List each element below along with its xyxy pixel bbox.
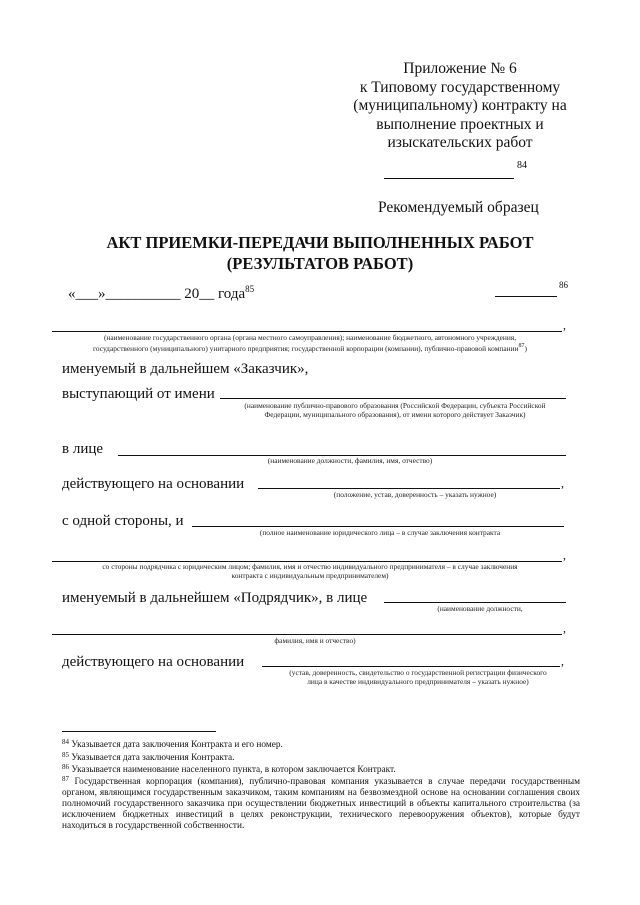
one-side-label: с одной стороны, и — [62, 513, 184, 529]
appendix-footnote-ref: 84 — [517, 160, 527, 171]
footnote-separator — [62, 731, 216, 732]
contractor-basis-line — [262, 666, 560, 667]
contractor-position-caption: (наименование должности, — [437, 604, 523, 613]
contract-number-line — [384, 178, 514, 179]
customer-name-line — [52, 331, 562, 332]
date-text: «___»__________ 20__ года — [68, 286, 246, 302]
footnote-84: $^{84}$ Указывается дата заключения Контракта и его номер. — [62, 738, 283, 750]
customer-hereinafter: именуемый в дальнейшем «Заказчик», — [62, 361, 309, 377]
contractor-basis-caption: (устав, доверенность, свидетельство о государственной регистрации физического лица в качестве индивидуального предпринимателя – указать нужное) — [289, 668, 547, 687]
customer-name-caption: (наименование государственного органа (органа местного самоуправления); наименование бюджетного, автономного учреждения, государственного (муниципального) унитарного предприятия; государственной корпорации (компании), публично-правовой компании$^{87}$) — [93, 333, 527, 354]
in-person-caption: (наименование должности, фамилия, имя, отчество) — [267, 456, 433, 465]
comma: , — [563, 548, 566, 562]
contractor-name-line-1 — [192, 526, 564, 527]
comma: , — [563, 621, 566, 635]
appendix-line-3: (муниципальному) контракту на — [353, 97, 567, 114]
contractor-hereinafter: именуемый в дальнейшем «Подрядчик», в лице — [62, 590, 368, 606]
customer-basis-label: действующего на основании — [62, 476, 245, 492]
customer-basis-line — [258, 488, 560, 489]
acting-on-behalf-caption: (наименование публично-правового образования (Российской Федерации, субъекта Российской Федерации, муниципального образования), от имени которого действует Заказчик) — [244, 401, 546, 420]
footnote-85: $^{85}$ Указывается дата заключения Контракта. — [62, 751, 235, 763]
contractor-name-caption-2: со стороны подрядчика с юридическим лицом; фамилия, имя и отчество индивидуального предпринимателя – в случае заключения контракта с индивидуальным предпринимателем) — [102, 562, 518, 581]
contractor-fio-line — [52, 634, 562, 635]
appendix-line-1: Приложение № 6 — [403, 60, 517, 77]
appendix-line-2: к Типовому государственному — [359, 78, 561, 96]
contractor-position-line — [384, 602, 566, 603]
appendix-header — [330, 60, 590, 153]
acting-on-behalf-line — [220, 398, 566, 399]
appendix-line-4: выполнение проектных и — [376, 115, 544, 133]
comma: , — [561, 654, 564, 668]
footnote-86: $^{86}$ Указывается наименование населенного пункта, в котором заключается Контракт. — [62, 763, 396, 775]
recommended-sample-label: Рекомендуемый образец — [378, 199, 539, 216]
title-line-1: АКТ ПРИЕМКИ-ПЕРЕДАЧИ ВЫПОЛНЕННЫХ РАБОТ — [106, 233, 534, 252]
contractor-basis-label: действующего на основании — [62, 654, 245, 670]
comma: , — [561, 476, 564, 490]
in-person-label: в лице — [62, 441, 104, 457]
date-footnote-ref: 85 — [245, 284, 255, 294]
comma: , — [563, 318, 566, 332]
place-line — [495, 296, 557, 297]
footnote-87: $^{87}$ Государственная корпорация (компания), публично-правовая компания указывается в случае передачи государственным органом, являющимся государственным заказчиком, таким компаниям на безвозмездной основе на основании соглашения своих полномочий государственного заказчика при осуществлении бюджетных инвестиций в объекты капитального строительства (за исключением бюджетных инвестиций в целях реконструкции, технического перевооружения объектов), которые будут находиться в государственной собственности. — [62, 775, 581, 831]
acting-on-behalf-label: выступающий от имени — [62, 386, 215, 402]
contractor-name-caption-1: (полное наименование юридического лица – в случае заключения контракта — [259, 528, 501, 537]
place-footnote-ref: 86 — [559, 280, 568, 290]
contractor-fio-caption: фамилия, имя и отчество) — [274, 636, 356, 645]
customer-basis-caption: (положение, устав, доверенность – указать нужное) — [333, 490, 497, 499]
appendix-line-5: изыскательских работ — [387, 134, 533, 151]
title-line-2: (РЕЗУЛЬТАТОВ РАБОТ) — [226, 254, 414, 273]
document-title — [60, 232, 580, 274]
date-line — [68, 284, 254, 303]
